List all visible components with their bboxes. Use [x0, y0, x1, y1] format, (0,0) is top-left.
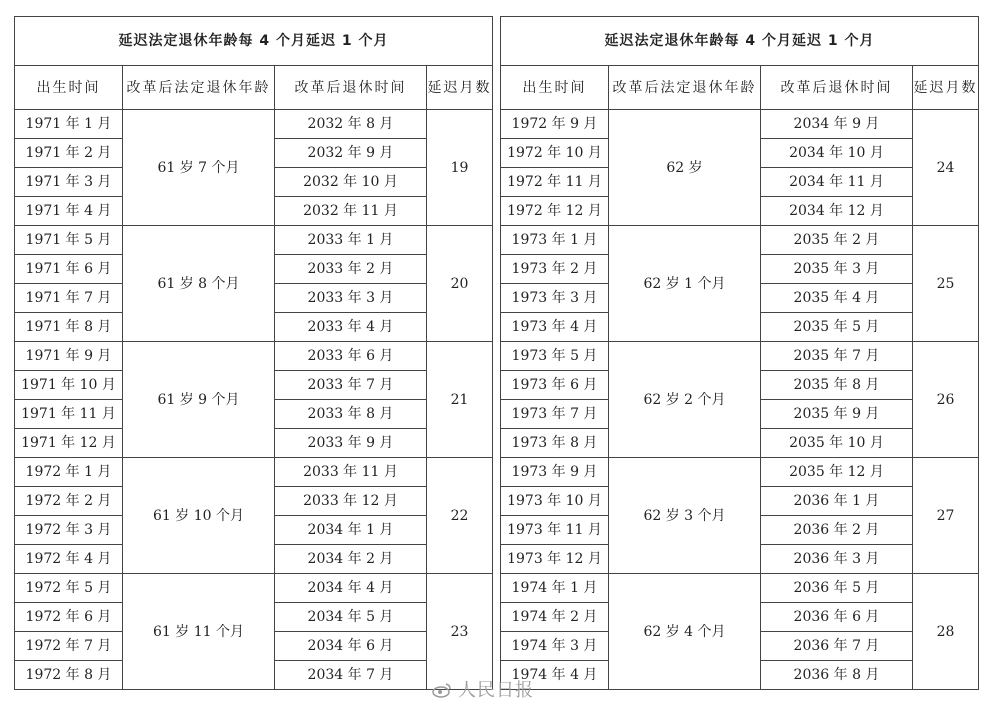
birth-date-cell: 1972 年 3 月 — [15, 516, 123, 545]
retirement-age-cell: 61 岁 7 个月 — [123, 110, 275, 226]
retirement-time-cell: 2034 年 7 月 — [275, 661, 427, 690]
retirement-time-cell: 2033 年 12 月 — [275, 487, 427, 516]
retirement-time-cell: 2033 年 7 月 — [275, 371, 427, 400]
header-retirement-time: 改革后退休时间 — [761, 66, 913, 110]
title-row — [15, 17, 493, 66]
retirement-time-cell: 2036 年 5 月 — [761, 574, 913, 603]
delay-months-cell: 25 — [913, 226, 979, 342]
retirement-time-cell: 2032 年 8 月 — [275, 110, 427, 139]
header-retirement-age: 改革后法定退休年龄 — [609, 66, 761, 110]
retirement-age-cell: 62 岁 1 个月 — [609, 226, 761, 342]
retirement-time-cell: 2032 年 11 月 — [275, 197, 427, 226]
delay-months-cell: 19 — [427, 110, 493, 226]
table-row — [15, 458, 493, 487]
retirement-time-cell: 2033 年 2 月 — [275, 255, 427, 284]
table-row — [501, 110, 979, 139]
delay-months-cell: 21 — [427, 342, 493, 458]
retirement-table — [14, 16, 493, 690]
birth-date-cell: 1971 年 10 月 — [15, 371, 123, 400]
header-row — [15, 66, 493, 110]
birth-date-cell: 1972 年 9 月 — [501, 110, 609, 139]
birth-date-cell: 1973 年 1 月 — [501, 226, 609, 255]
table-title: 延迟法定退休年龄每 4 个月延迟 1 个月 — [15, 17, 493, 66]
birth-date-cell: 1974 年 4 月 — [501, 661, 609, 690]
retirement-time-cell: 2035 年 2 月 — [761, 226, 913, 255]
retirement-time-cell: 2034 年 2 月 — [275, 545, 427, 574]
header-retirement-age: 改革后法定退休年龄 — [123, 66, 275, 110]
birth-date-cell: 1973 年 11 月 — [501, 516, 609, 545]
delay-months-cell: 28 — [913, 574, 979, 690]
retirement-time-cell: 2035 年 9 月 — [761, 400, 913, 429]
retirement-time-cell: 2033 年 8 月 — [275, 400, 427, 429]
retirement-table-left — [14, 16, 493, 690]
birth-date-cell: 1972 年 10 月 — [501, 139, 609, 168]
birth-date-cell: 1972 年 7 月 — [15, 632, 123, 661]
birth-date-cell: 1971 年 4 月 — [15, 197, 123, 226]
retirement-age-cell: 62 岁 3 个月 — [609, 458, 761, 574]
title-row — [501, 17, 979, 66]
retirement-age-cell: 62 岁 4 个月 — [609, 574, 761, 690]
birth-date-cell: 1972 年 12 月 — [501, 197, 609, 226]
retirement-age-cell: 61 岁 11 个月 — [123, 574, 275, 690]
retirement-time-cell: 2034 年 5 月 — [275, 603, 427, 632]
birth-date-cell: 1971 年 8 月 — [15, 313, 123, 342]
table-row — [501, 458, 979, 487]
birth-date-cell: 1973 年 9 月 — [501, 458, 609, 487]
retirement-time-cell: 2035 年 10 月 — [761, 429, 913, 458]
retirement-time-cell: 2034 年 10 月 — [761, 139, 913, 168]
retirement-time-cell: 2036 年 8 月 — [761, 661, 913, 690]
birth-date-cell: 1972 年 4 月 — [15, 545, 123, 574]
birth-date-cell: 1971 年 3 月 — [15, 168, 123, 197]
retirement-time-cell: 2034 年 4 月 — [275, 574, 427, 603]
header-birth-date: 出生时间 — [15, 66, 123, 110]
birth-date-cell: 1973 年 8 月 — [501, 429, 609, 458]
birth-date-cell: 1973 年 5 月 — [501, 342, 609, 371]
delay-months-cell: 22 — [427, 458, 493, 574]
birth-date-cell: 1971 年 12 月 — [15, 429, 123, 458]
table-title: 延迟法定退休年龄每 4 个月延迟 1 个月 — [501, 17, 979, 66]
retirement-time-cell: 2033 年 3 月 — [275, 284, 427, 313]
retirement-time-cell: 2035 年 4 月 — [761, 284, 913, 313]
table-row — [15, 342, 493, 371]
birth-date-cell: 1972 年 2 月 — [15, 487, 123, 516]
retirement-time-cell: 2033 年 1 月 — [275, 226, 427, 255]
retirement-time-cell: 2034 年 6 月 — [275, 632, 427, 661]
birth-date-cell: 1973 年 7 月 — [501, 400, 609, 429]
retirement-time-cell: 2034 年 11 月 — [761, 168, 913, 197]
retirement-time-cell: 2035 年 7 月 — [761, 342, 913, 371]
weibo-icon — [432, 682, 452, 698]
retirement-time-cell: 2035 年 5 月 — [761, 313, 913, 342]
header-delay-months: 延迟月数 — [427, 66, 493, 110]
retirement-time-cell: 2036 年 3 月 — [761, 545, 913, 574]
birth-date-cell: 1972 年 6 月 — [15, 603, 123, 632]
birth-date-cell: 1971 年 9 月 — [15, 342, 123, 371]
retirement-time-cell: 2036 年 2 月 — [761, 516, 913, 545]
table-row — [501, 342, 979, 371]
retirement-time-cell: 2035 年 12 月 — [761, 458, 913, 487]
delay-months-cell: 26 — [913, 342, 979, 458]
retirement-time-cell: 2036 年 1 月 — [761, 487, 913, 516]
retirement-time-cell: 2036 年 6 月 — [761, 603, 913, 632]
watermark — [432, 676, 534, 702]
birth-date-cell: 1971 年 2 月 — [15, 139, 123, 168]
retirement-time-cell: 2033 年 4 月 — [275, 313, 427, 342]
retirement-time-cell: 2035 年 3 月 — [761, 255, 913, 284]
birth-date-cell: 1973 年 2 月 — [501, 255, 609, 284]
birth-date-cell: 1974 年 3 月 — [501, 632, 609, 661]
retirement-table — [500, 16, 979, 690]
birth-date-cell: 1973 年 6 月 — [501, 371, 609, 400]
birth-date-cell: 1971 年 5 月 — [15, 226, 123, 255]
birth-date-cell: 1973 年 10 月 — [501, 487, 609, 516]
table-row — [15, 110, 493, 139]
birth-date-cell: 1973 年 4 月 — [501, 313, 609, 342]
birth-date-cell: 1972 年 8 月 — [15, 661, 123, 690]
retirement-time-cell: 2034 年 1 月 — [275, 516, 427, 545]
header-row — [501, 66, 979, 110]
retirement-time-cell: 2033 年 9 月 — [275, 429, 427, 458]
birth-date-cell: 1971 年 1 月 — [15, 110, 123, 139]
header-retirement-time: 改革后退休时间 — [275, 66, 427, 110]
birth-date-cell: 1971 年 7 月 — [15, 284, 123, 313]
delay-months-cell: 23 — [427, 574, 493, 690]
retirement-time-cell: 2035 年 8 月 — [761, 371, 913, 400]
retirement-time-cell: 2032 年 10 月 — [275, 168, 427, 197]
table-row — [501, 226, 979, 255]
retirement-table-right — [500, 16, 979, 690]
header-delay-months: 延迟月数 — [913, 66, 979, 110]
delay-months-cell: 20 — [427, 226, 493, 342]
table-row — [501, 574, 979, 603]
retirement-time-cell: 2033 年 11 月 — [275, 458, 427, 487]
retirement-time-cell: 2032 年 9 月 — [275, 139, 427, 168]
birth-date-cell: 1972 年 11 月 — [501, 168, 609, 197]
birth-date-cell: 1972 年 5 月 — [15, 574, 123, 603]
birth-date-cell: 1971 年 11 月 — [15, 400, 123, 429]
retirement-age-cell: 62 岁 — [609, 110, 761, 226]
birth-date-cell: 1972 年 1 月 — [15, 458, 123, 487]
birth-date-cell: 1973 年 3 月 — [501, 284, 609, 313]
retirement-age-cell: 61 岁 9 个月 — [123, 342, 275, 458]
retirement-age-cell: 61 岁 8 个月 — [123, 226, 275, 342]
birth-date-cell: 1971 年 6 月 — [15, 255, 123, 284]
header-birth-date: 出生时间 — [501, 66, 609, 110]
table-row — [15, 574, 493, 603]
retirement-time-cell: 2036 年 7 月 — [761, 632, 913, 661]
retirement-age-cell: 62 岁 2 个月 — [609, 342, 761, 458]
birth-date-cell: 1974 年 2 月 — [501, 603, 609, 632]
retirement-time-cell: 2034 年 9 月 — [761, 110, 913, 139]
birth-date-cell: 1974 年 1 月 — [501, 574, 609, 603]
retirement-time-cell: 2033 年 6 月 — [275, 342, 427, 371]
watermark-text: 人民日报 — [458, 680, 534, 701]
retirement-age-cell: 61 岁 10 个月 — [123, 458, 275, 574]
delay-months-cell: 27 — [913, 458, 979, 574]
delay-months-cell: 24 — [913, 110, 979, 226]
birth-date-cell: 1973 年 12 月 — [501, 545, 609, 574]
retirement-time-cell: 2034 年 12 月 — [761, 197, 913, 226]
table-row — [15, 226, 493, 255]
